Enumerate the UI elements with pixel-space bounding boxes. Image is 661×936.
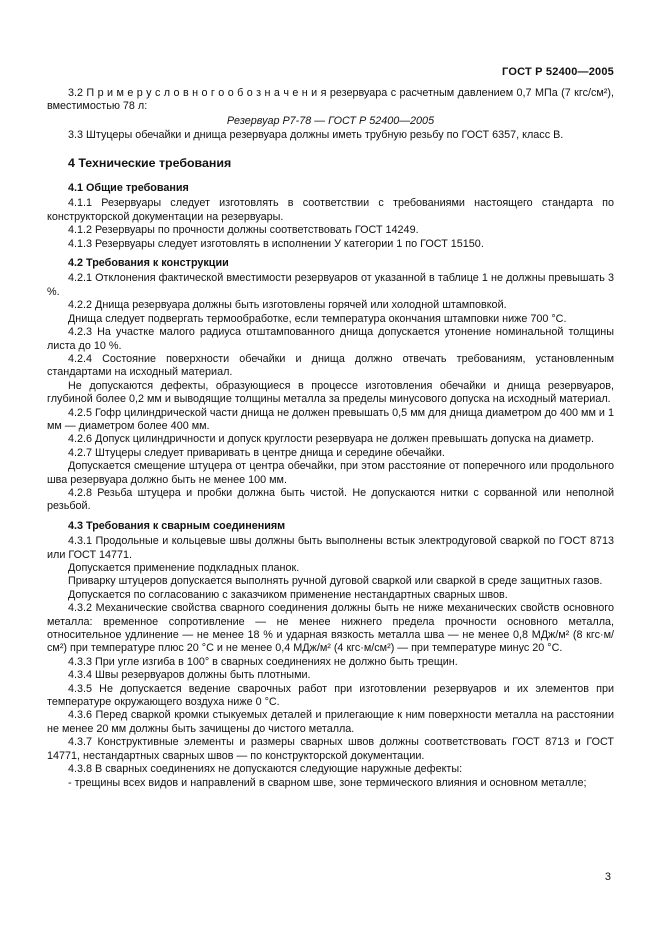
page-number: 3 [604, 871, 611, 883]
paragraph: Приварку штуцеров допускается выполнять ручной дуговой сваркой или сваркой в среде защитных газов. [68, 575, 603, 588]
paragraph: 4.3.4 Швы резервуаров должны быть плотными. [68, 669, 311, 682]
doc-code-header: ГОСТ Р 52400—2005 [502, 66, 614, 78]
paragraph: Днища следует подвергать термообработке, если температура окончания штамповки ниже 700 °С. [68, 312, 567, 325]
paragraph: 4.3.6 Перед сваркой кромки стыкуемых деталей и прилегающие к ним поверхности металла на расстоянии не менее 20 мм должны быть зачищены до чистого металла. [47, 709, 614, 735]
paragraph: 4.2.7 Штуцеры следует приваривать в центре днища и середине обечайки. [68, 446, 445, 459]
paragraph: 4.3.7 Конструктивные элементы и размеры сварных швов должны соответствовать ГОСТ 8713 и ГОСТ 14771, нестандартных сварных швов — по конструкторской документации. [47, 736, 614, 762]
paragraph: 4.2.3 На участке малого радиуса отштампованного днища допускается утонение номинальной толщины листа до 10 %. [47, 326, 614, 352]
subsection-heading: 4.3 Требования к сварным соединениям [68, 519, 286, 532]
paragraph: 4.2.1 Отклонения фактической вместимости резервуаров от указанной в таблице 1 не должны превышать 3 %. [47, 272, 614, 298]
paragraph: Не допускаются дефекты, образующиеся в процессе изготовления обечайки и днища резервуаров, глубиной более 0,2 мм и выводящие толщины металла за пределы минусового допуска на исходный материал. [47, 379, 614, 406]
paragraph: 4.2.2 Днища резервуара должны быть изготовлены горячей или холодной штамповкой. [68, 299, 507, 312]
paragraph: 3.3 Штуцеры обечайки и днища резервуара должны иметь трубную резьбу по ГОСТ 6357, класс В. [68, 129, 564, 142]
paragraph: 4.3.2 Механические свойства сварного соединения должны быть не ниже механических свойств основного металла: временное сопротивление — не менее нижнего предела прочности основного металла, относительное удлинение — не менее 18 % и ударная вязкость металла шва — не менее 0,8 МДж/м² (8 кгс·м/см²) при температуре плюс 20 °С и не менее 0,4 МДж/м² (4 кгс·м/см²) — при температуре минус 20 °С. [47, 602, 614, 655]
paragraph: 4.3.5 Не допускается ведение сварочных работ при изготовлении резервуаров и их элементов при температуре окружающего воздуха ниже 0 °С. [47, 682, 614, 709]
paragraph: - трещины всех видов и направлений в сварном шве, зоне термического влияния и основном металле; [68, 776, 587, 789]
paragraph: 4.3.3 При угле изгиба в 100° в сварных соединениях не должно быть трещин. [68, 655, 458, 668]
paragraph: 4.3.1 Продольные и кольцевые швы должны быть выполнены встык электродуговой сваркой по ГОСТ 8713 или ГОСТ 14771. [47, 535, 614, 561]
paragraph: 4.1.1 Резервуары следует изготовлять в соответствии с требованиями настоящего стандарта по конструкторской документации на резервуары. [47, 197, 614, 223]
paragraph: Допускается смещение штуцера от центра обечайки, при этом расстояние от поперечного или продольного шва резервуара должно быть не менее 100 мм. [47, 460, 614, 486]
paragraph: Допускается применение подкладных планок. [68, 562, 300, 574]
paragraph: 3.2 П р и м е р у с л о в н о г о о б о з н а ч е н и я резервуара с расчетным давлением 0,7 МПа (7 кгс/см²), вместимостью 78 л: [47, 87, 614, 113]
paragraph: Допускается по согласованию с заказчиком применение нестандартных сварных швов. [68, 588, 508, 601]
paragraph: 4.3.8 В сварных соединениях не допускаются следующие наружные дефекты: [68, 763, 463, 776]
subsection-heading: 4.2 Требования к конструкции [68, 257, 229, 270]
designation-line: Резервуар Р7-78 — ГОСТ Р 52400—2005 [226, 114, 435, 127]
paragraph: 4.2.4 Состояние поверхности обечайки и днища должно отвечать требованиям, установленным стандартами на исходный материал. [47, 352, 614, 379]
paragraph: 4.1.2 Резервуары по прочности должны соответствовать ГОСТ 14249. [68, 224, 419, 237]
section-heading: 4 Технические требования [68, 155, 232, 170]
paragraph: 4.2.6 Допуск цилиндричности и допуск круглости резервуара не должен превышать допуска на диаметр. [68, 433, 594, 446]
paragraph: 4.2.8 Резьба штуцера и пробки должна быть чистой. Не допускаются нитки с сорванной или неполной резьбой. [47, 486, 614, 513]
paragraph: 4.2.5 Гофр цилиндрической части днища не должен превышать 0,5 мм для днища диаметром до 400 мм и 1 мм — диаметром более 400 мм. [47, 406, 614, 432]
subsection-heading: 4.1 Общие требования [68, 182, 189, 195]
document-content [47, 87, 614, 790]
paragraph: 4.1.3 Резервуары следует изготовлять в исполнении У категории 1 по ГОСТ 15150. [68, 237, 484, 250]
